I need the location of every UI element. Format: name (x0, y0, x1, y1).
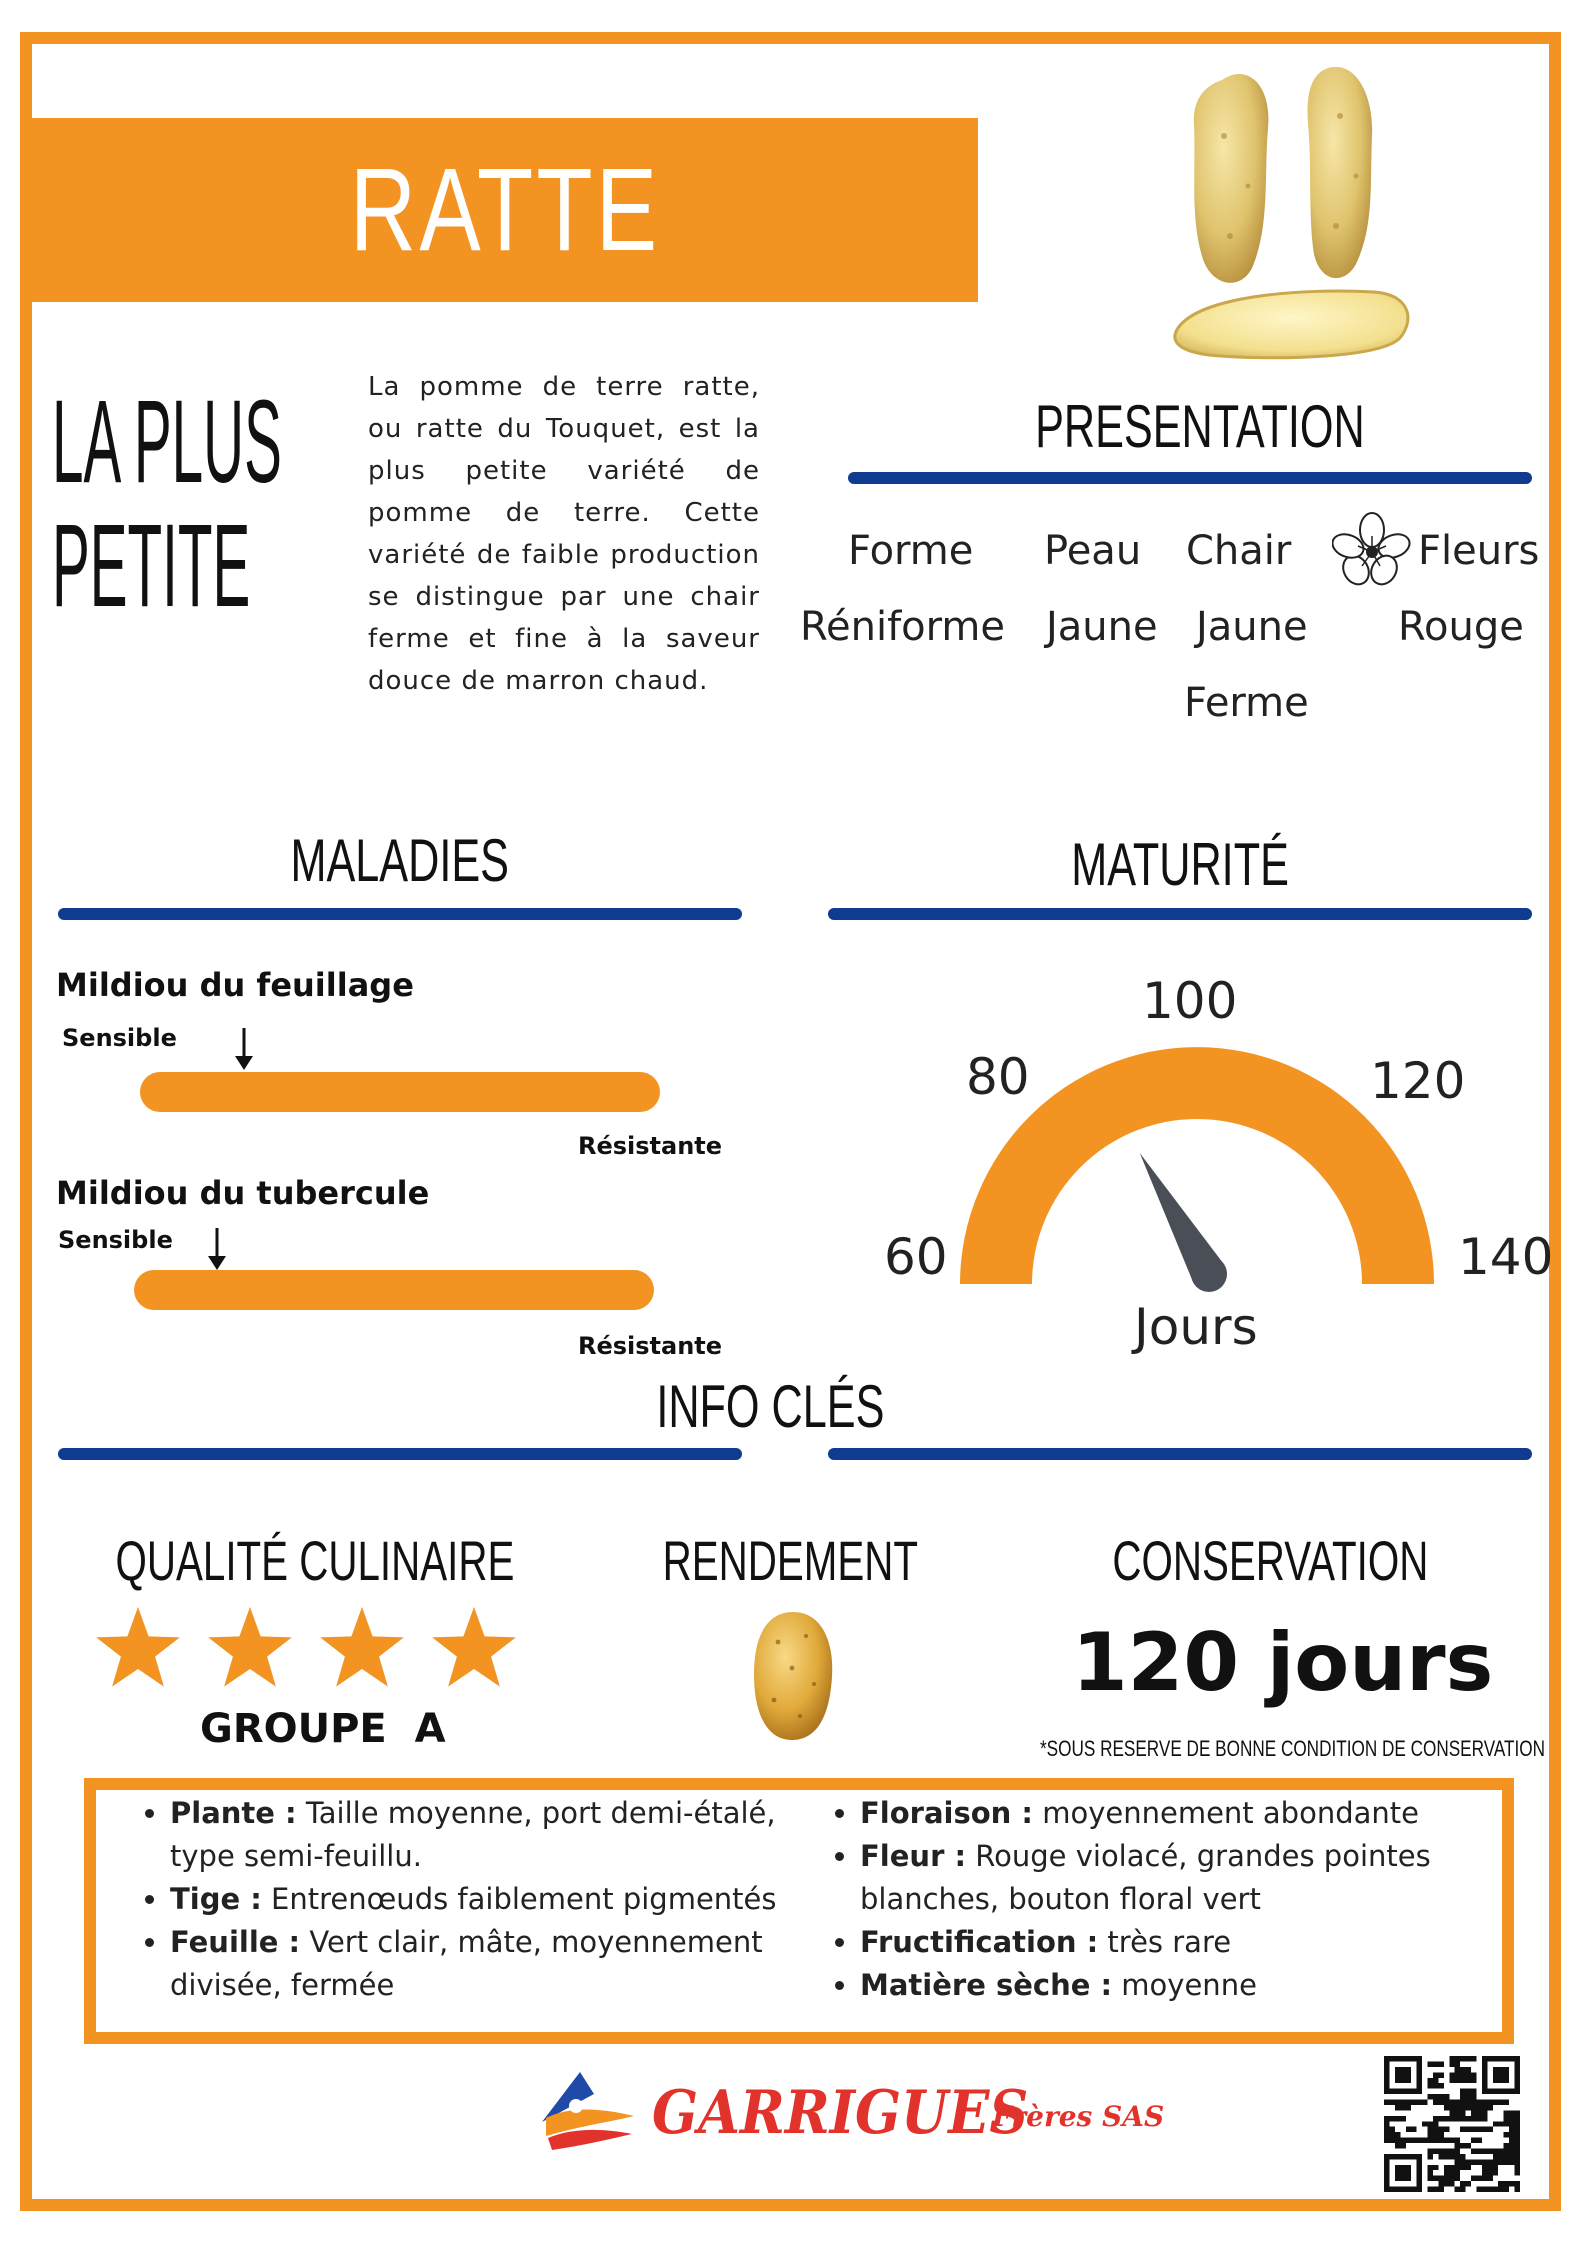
gauge-tick-140: 140 (1458, 1228, 1554, 1286)
rendement-title-wrap (600, 1528, 980, 1593)
maturite-title-wrap (830, 830, 1530, 899)
disease-1-name: Mildiou du feuillage (56, 966, 414, 1004)
detail-text: Vert clair, mâte, moyennement divisée, fermée (170, 1925, 763, 2002)
peau-label: Peau (1044, 528, 1142, 574)
qualite-title: QUALITÉ CULINAIRE (115, 1529, 515, 1592)
detail-item (860, 1792, 1486, 1835)
detail-text: Rouge violacé, grandes pointes blanches, bouton floral vert (860, 1839, 1431, 1916)
gauge-tick-120: 120 (1370, 1052, 1466, 1110)
brand-suffix: Frères SAS (992, 2100, 1165, 2133)
headline (52, 376, 282, 632)
page-title: RATTE (349, 144, 661, 276)
gauge-tick-80: 80 (966, 1048, 1030, 1106)
brand-name: GARRIGUES (652, 2078, 1029, 2148)
forme-value: Réniforme (800, 604, 1005, 650)
qualite-title-wrap (60, 1528, 570, 1593)
detail-text: moyennement abondante (1033, 1796, 1419, 1830)
detail-item (170, 1792, 786, 1878)
info-divider-right (828, 1448, 1532, 1460)
detail-text: Taille moyenne, port demi-étalé, type semi-feuillu. (170, 1796, 776, 1873)
quality-stars (92, 1605, 522, 1695)
detail-text: Entrenœuds faiblement pigmentés (261, 1882, 777, 1916)
maturite-divider (828, 908, 1532, 920)
potato-slice (1175, 291, 1408, 358)
detail-key: Fleur : (860, 1839, 967, 1873)
flower-icon (1332, 512, 1412, 588)
forme-label: Forme (848, 528, 974, 574)
chair-label: Chair (1186, 528, 1292, 574)
conservation-value: 120 jours (1072, 1616, 1494, 1709)
presentation-title: PRESENTATION (1035, 393, 1365, 460)
disease-1-marker (232, 1026, 256, 1072)
detail-item (860, 1964, 1486, 2007)
maturite-title: MATURITÉ (1071, 831, 1289, 898)
star-icon (96, 1607, 180, 1687)
info-title-wrap (420, 1372, 1120, 1441)
rendement-title: RENDEMENT (662, 1529, 918, 1592)
gauge-unit: Jours (1134, 1298, 1258, 1356)
qr-code[interactable] (1384, 2056, 1520, 2192)
disease-2-low: Sensible (58, 1226, 173, 1254)
disease-1-low: Sensible (62, 1024, 177, 1052)
detail-item (170, 1878, 786, 1921)
disease-2-marker (205, 1226, 229, 1272)
presentation-title-wrap (850, 392, 1550, 461)
chair-value: Jaune (1196, 604, 1308, 650)
intro-paragraph: La pomme de terre ratte, ou ratte du Touquet, est la plus petite variété de pomme de terre. Cette variété de faible production se distingue par une chair ferme et fine à la saveur douce de marron chaud. (368, 372, 760, 696)
brand-logo-icon (540, 2066, 638, 2152)
potato-right (1308, 67, 1373, 278)
maladies-title: MALADIES (290, 827, 510, 894)
disease-2-track (134, 1270, 654, 1310)
conservation-note: *SOUS RESERVE DE BONNE CONDITION DE CONSERVATION (1040, 1736, 1546, 1761)
peau-value: Jaune (1046, 604, 1158, 650)
detail-key: Plante : (170, 1796, 297, 1830)
detail-key: Fructification : (860, 1925, 1099, 1959)
disease-1-high: Résistante (578, 1132, 723, 1160)
presentation-divider (848, 472, 1532, 484)
maladies-title-wrap (58, 826, 742, 895)
chair-value-2: Ferme (1184, 680, 1309, 726)
info-cles-title: INFO CLÉS (655, 1373, 885, 1440)
maladies-divider (58, 908, 742, 920)
conservation-title: CONSERVATION (1112, 1529, 1428, 1592)
gauge-tick-100: 100 (1142, 972, 1238, 1030)
detail-text: très rare (1098, 1925, 1232, 1959)
gauge-needle-hub (1191, 1256, 1227, 1292)
detail-key: Feuille : (170, 1925, 301, 1959)
potato-left (1194, 74, 1269, 283)
detail-item (860, 1835, 1486, 1921)
info-divider-left (58, 1448, 742, 1460)
detail-key: Tige : (170, 1882, 262, 1916)
detail-key: Floraison : (860, 1796, 1034, 1830)
star-icon (208, 1607, 292, 1687)
disease-2-high: Résistante (578, 1332, 723, 1360)
groupe-label: GROUPE A (200, 1706, 446, 1752)
fleurs-label: Fleurs (1418, 528, 1540, 574)
detail-item (860, 1921, 1486, 1964)
detail-key: Matière sèche : (860, 1968, 1113, 2002)
details-right (826, 1792, 1486, 2007)
details-left (136, 1792, 786, 2007)
detail-item (170, 1921, 786, 2007)
fleurs-value: Rouge (1398, 604, 1524, 650)
headline-line-2: PETITE (52, 500, 251, 632)
gauge-tick-60: 60 (884, 1228, 948, 1286)
potato-illustration (1160, 56, 1420, 368)
headline-line-1: LA PLUS (52, 376, 282, 508)
potato-icon (748, 1608, 838, 1744)
disease-1-track (140, 1072, 660, 1112)
conservation-title-wrap (1020, 1528, 1520, 1593)
star-icon (320, 1607, 404, 1687)
disease-2-name: Mildiou du tubercule (56, 1174, 430, 1212)
star-icon (432, 1607, 516, 1687)
detail-text: moyenne (1112, 1968, 1257, 2002)
